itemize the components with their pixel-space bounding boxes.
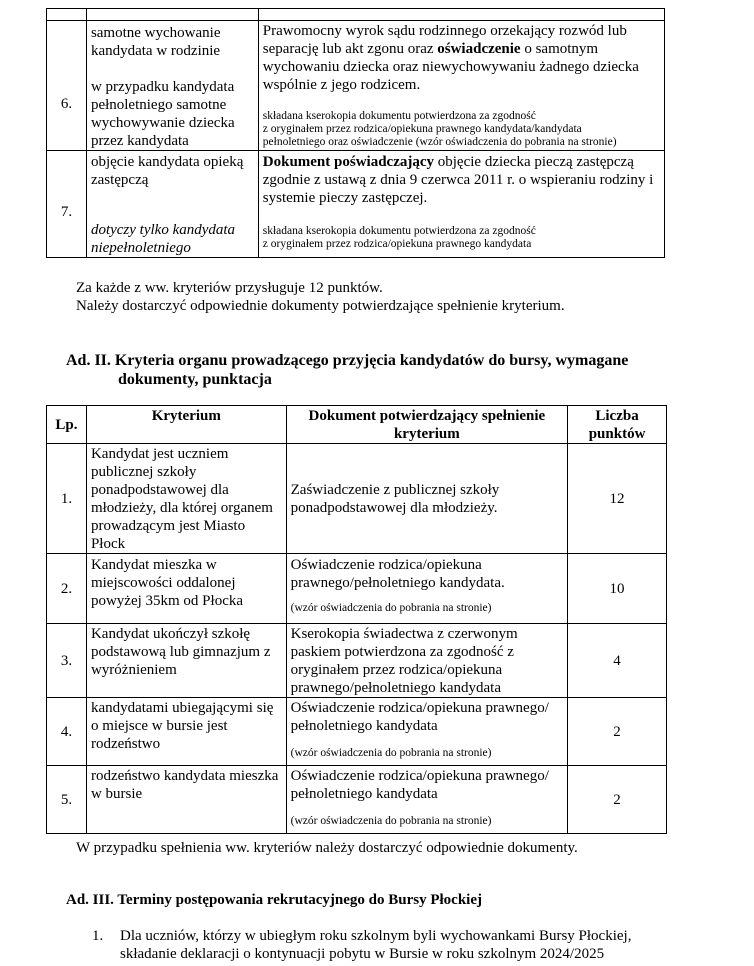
row-number: 5. [47, 766, 87, 834]
row-number: 6. [47, 21, 87, 151]
criterion-text: samotne wychowanie kandydata w rodzinie [90, 25, 221, 59]
document-note: (wzór oświadczenia do pobrania na stronie) [290, 747, 492, 759]
criterion-note: dotyczy tylko kandydata niepełnoletniego [90, 222, 236, 256]
document-note: (wzór oświadczenia do pobrania na stronie) [290, 602, 492, 614]
row-number: 2. [47, 554, 87, 624]
section-heading-3: Ad. III. Terminy postępowania rekrutacyjnego do Bursy Płockiej [66, 892, 483, 908]
criterion-cell: Kandydat mieszka w miejscowości oddalonej powyżej 35km od Płocka [86, 554, 286, 624]
table-row [47, 624, 667, 698]
document-cell: Zaświadczenie z publicznej szkoły ponadpodstawowej dla młodzieży. [286, 444, 567, 554]
points-cell: 2 [568, 698, 667, 766]
list-item-text-cont: składanie deklaracji o kontynuacji pobytu w Bursie w roku szkolnym 2024/2025 [120, 946, 605, 962]
section-heading-2: Ad. II. Kryteria organu prowadzącego przyjęcia kandydatów do bursy, wymagane [66, 352, 629, 369]
points-cell: 2 [568, 766, 667, 834]
column-header-lp: Lp. [47, 406, 87, 444]
table-row [47, 444, 667, 554]
row-number: 7. [47, 151, 87, 258]
list-item-number: 1. [92, 928, 104, 944]
table-row [47, 151, 665, 258]
points-info: Za każde z ww. kryteriów przysługuje 12 punktów. [76, 280, 383, 296]
document-text: Prawomocny wyrok sądu rodzinnego orzekający rozwód lub separację lub akt zgonu oraz oświadczenie o samotnym wychowaniu dziecka oraz niewychowywaniu żadnego dziecka wspólnie z jego rodzicem. [262, 23, 639, 93]
column-header-points: Liczba punktów [568, 406, 667, 444]
documents-required-info: W przypadku spełnienia ww. kryteriów należy dostarczyć odpowiednie dokumenty. [76, 840, 578, 856]
points-cell: 12 [568, 444, 667, 554]
list-item-text: Dla uczniów, którzy w ubiegłym roku szkolnym byli wychowankami Bursy Płockiej, [120, 928, 632, 944]
document-note: składana kserokopia dokumentu potwierdzona za zgodność z oryginałem przez rodzica/opiekuna prawnego kandydata/kandydata pełnoletniego oraz oświadczenie (wzór oświadczenia do pobrania na stronie) [262, 110, 617, 148]
document-text: Dokument poświadczający objęcie dziecka pieczą zastępczą zgodnie z ustawą z dnia 9 czerwca 2011 r. o wspieraniu rodziny i systemie pieczy zastępczej. [262, 154, 654, 206]
criterion-note: w przypadku kandydata pełnoletniego samotne wychowywanie dziecka przez kandydata [90, 79, 235, 149]
table-row [47, 698, 667, 766]
document-note: (wzór oświadczenia do pobrania na stronie) [290, 815, 492, 827]
documents-info: Należy dostarczyć odpowiednie dokumenty potwierdzające spełnienie kryterium. [76, 298, 565, 314]
points-cell: 4 [568, 624, 667, 698]
document-cell: Oświadczenie rodzica/opiekuna prawnego/ pełnoletniego kandydata (wzór oświadczenia do pobrania na stronie) [286, 698, 567, 766]
column-header-document: Dokument potwierdzający spełnienie kryterium [286, 406, 567, 444]
table-header-row [47, 406, 667, 444]
document-cell: Kserokopia świadectwa z czerwonym paskiem potwierdzona za zgodność z oryginałem przez rodzica/opiekuna prawnego/pełnoletniego kandydata [286, 624, 567, 698]
row-number: 4. [47, 698, 87, 766]
criteria-table-continued [46, 8, 665, 258]
criterion-cell: Kandydat ukończył szkołę podstawową lub gimnazjum z wyróżnieniem [86, 624, 286, 698]
criterion-text: objęcie kandydata opieką zastępczą [90, 154, 244, 188]
table-row [47, 21, 665, 151]
criterion-cell [86, 151, 258, 258]
criterion-cell: Kandydat jest uczniem publicznej szkoły ponadpodstawowej dla młodzieży, dla której organem prowadzącym jest Miasto Płock [86, 444, 286, 554]
criteria-table-bursa [46, 405, 667, 834]
row-number: 3. [47, 624, 87, 698]
table-row [47, 554, 667, 624]
document-cell [258, 21, 664, 151]
document-cell: Oświadczenie rodzica/opiekuna prawnego/ pełnoletniego kandydata (wzór oświadczenia do pobrania na stronie) [286, 766, 567, 834]
row-number: 1. [47, 444, 87, 554]
points-cell: 10 [568, 554, 667, 624]
criterion-cell: kandydatami ubiegającymi się o miejsce w bursie jest rodzeństwo [86, 698, 286, 766]
column-header-criterion: Kryterium [86, 406, 286, 444]
document-cell [258, 151, 664, 258]
criterion-cell: rodzeństwo kandydata mieszka w bursie [86, 766, 286, 834]
document-note: składana kserokopia dokumentu potwierdzona za zgodność z oryginałem przez rodzica/opiekuna prawnego kandydata [262, 225, 536, 250]
table-row [47, 9, 665, 21]
document-cell: Oświadczenie rodzica/opiekuna prawnego/pełnoletniego kandydata. (wzór oświadczenia do pobrania na stronie) [286, 554, 567, 624]
section-heading-2-cont: dokumenty, punktacja [118, 371, 272, 388]
criterion-cell [86, 21, 258, 151]
table-row [47, 766, 667, 834]
